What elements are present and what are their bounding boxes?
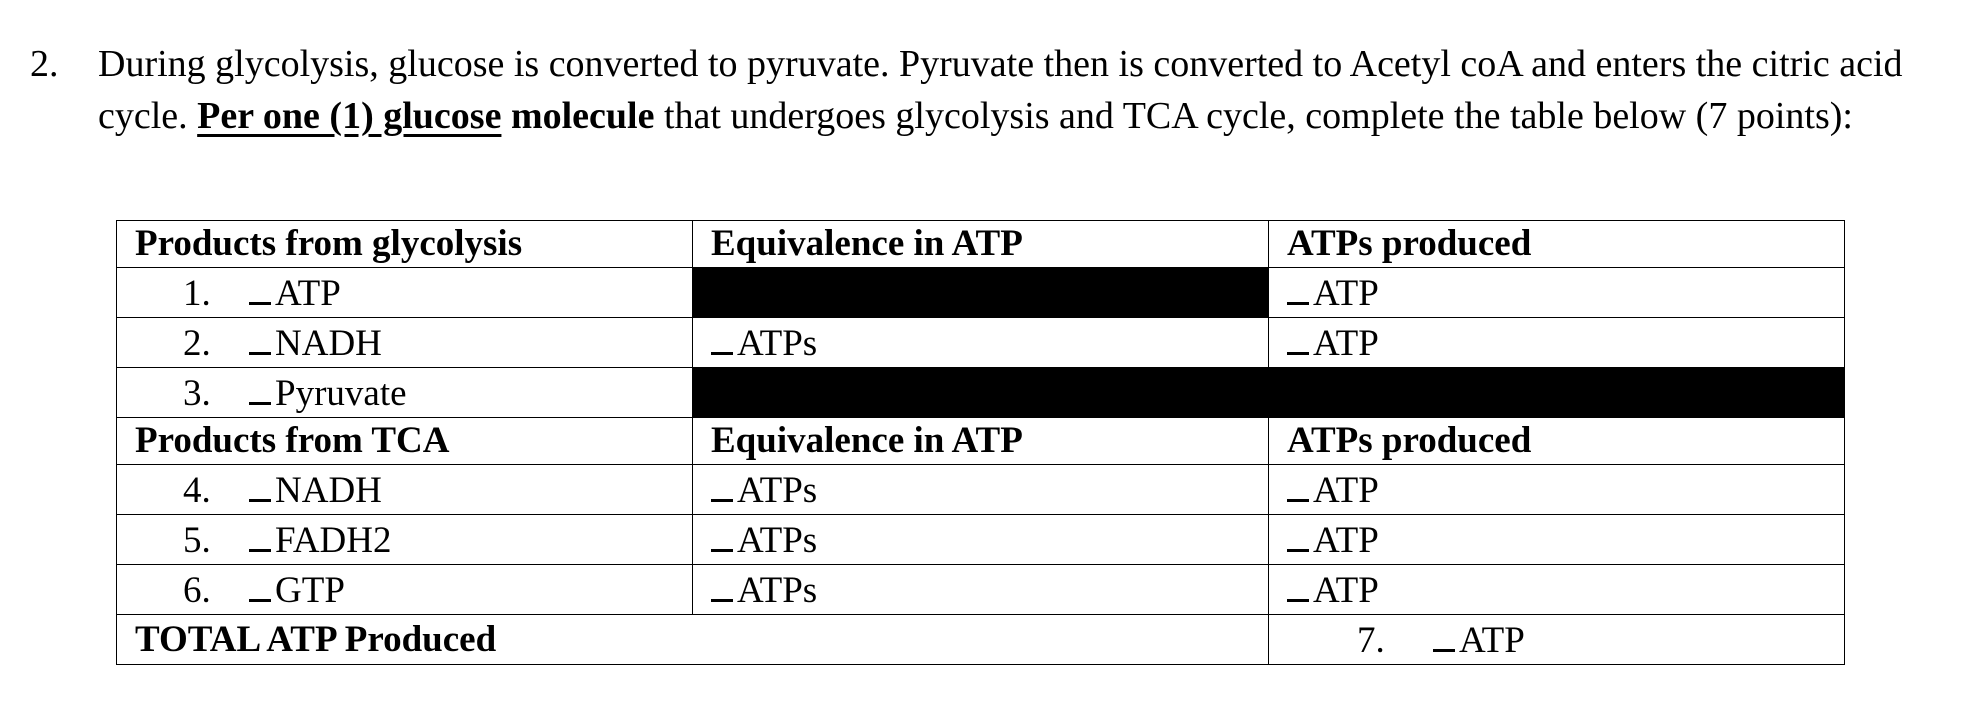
- table-row: [117, 368, 1845, 418]
- question-number: 2.: [30, 43, 59, 85]
- produced-unit: ATP: [1313, 273, 1379, 314]
- header-atps-produced: ATPs produced: [1269, 418, 1845, 465]
- answer-blank[interactable]: [249, 268, 271, 305]
- product-cell: [117, 465, 693, 515]
- answer-blank[interactable]: [249, 565, 271, 602]
- item-number: 4.: [183, 470, 211, 511]
- equivalence-unit: ATPs: [737, 520, 818, 561]
- produced-cell: [1269, 318, 1845, 368]
- answer-blank[interactable]: [711, 465, 733, 502]
- product-name: FADH2: [275, 520, 392, 561]
- answer-blank[interactable]: [1287, 565, 1309, 602]
- total-unit: ATP: [1459, 620, 1525, 661]
- equivalence-unit: ATPs: [737, 470, 818, 511]
- header-products-tca: Products from TCA: [117, 418, 693, 465]
- table-row: [117, 465, 1845, 515]
- item-number: 1.: [183, 273, 211, 314]
- total-row: [117, 615, 1845, 665]
- product-name: GTP: [275, 570, 345, 611]
- question-emphasis-underlined: Per one (1) glucose: [197, 95, 502, 137]
- product-name: NADH: [275, 470, 382, 511]
- equivalence-cell: [693, 465, 1269, 515]
- item-number: 3.: [183, 373, 211, 414]
- produced-cell: [1269, 515, 1845, 565]
- item-number: 6.: [183, 570, 211, 611]
- answer-blank[interactable]: [249, 465, 271, 502]
- atp-table: [116, 220, 1845, 665]
- produced-unit: ATP: [1313, 470, 1379, 511]
- equivalence-unit: ATPs: [737, 323, 818, 364]
- answer-blank[interactable]: [249, 515, 271, 552]
- answer-blank[interactable]: [1287, 268, 1309, 305]
- header-equivalence: Equivalence in ATP: [693, 221, 1269, 268]
- header-atps-produced: ATPs produced: [1269, 221, 1845, 268]
- total-cell: [1269, 615, 1845, 665]
- redacted-cell: [693, 368, 1269, 418]
- redacted-cell: [1269, 368, 1845, 418]
- product-cell: [117, 565, 693, 615]
- produced-unit: ATP: [1313, 323, 1379, 364]
- item-number: 5.: [183, 520, 211, 561]
- produced-unit: ATP: [1313, 520, 1379, 561]
- answer-blank[interactable]: [1287, 465, 1309, 502]
- produced-cell: [1269, 465, 1845, 515]
- produced-cell: [1269, 565, 1845, 615]
- product-cell: [117, 515, 693, 565]
- table-row: [117, 268, 1845, 318]
- equivalence-cell: [693, 318, 1269, 368]
- header-equivalence: Equivalence in ATP: [693, 418, 1269, 465]
- product-cell: [117, 368, 693, 418]
- answer-blank[interactable]: [249, 368, 271, 405]
- equivalence-cell: [693, 565, 1269, 615]
- product-cell: [117, 318, 693, 368]
- produced-unit: ATP: [1313, 570, 1379, 611]
- produced-cell: [1269, 268, 1845, 318]
- product-name: ATP: [275, 273, 341, 314]
- question-rest: that undergoes glycolysis and TCA cycle, complete the table below (7 points):: [654, 95, 1853, 137]
- product-name: Pyruvate: [275, 373, 407, 414]
- answer-blank[interactable]: [1287, 515, 1309, 552]
- answer-blank[interactable]: [711, 318, 733, 355]
- item-number: 7.: [1357, 620, 1385, 661]
- product-cell: [117, 268, 693, 318]
- question-intro: During glycolysis, glucose is converted to pyruvate. Pyruvate then is converted to Acetyl coA and enters the citric acid cycle.: [98, 43, 1903, 137]
- table-row: [117, 515, 1845, 565]
- question-emphasis-bold: molecule: [501, 95, 655, 137]
- header-products-glycolysis: Products from glycolysis: [117, 221, 693, 268]
- item-number: 2.: [183, 323, 211, 364]
- glycolysis-header-row: [117, 221, 1845, 268]
- question-text: [98, 38, 1950, 142]
- table-row: [117, 565, 1845, 615]
- table-row: [117, 318, 1845, 368]
- tca-header-row: [117, 418, 1845, 465]
- redacted-cell: [693, 268, 1269, 318]
- equivalence-unit: ATPs: [737, 570, 818, 611]
- answer-blank[interactable]: [711, 515, 733, 552]
- equivalence-cell: [693, 515, 1269, 565]
- total-label: TOTAL ATP Produced: [117, 615, 1269, 665]
- answer-blank[interactable]: [711, 565, 733, 602]
- product-name: NADH: [275, 323, 382, 364]
- question-block: [30, 38, 1950, 142]
- answer-blank[interactable]: [1433, 615, 1455, 652]
- answer-blank[interactable]: [1287, 318, 1309, 355]
- answer-blank[interactable]: [249, 318, 271, 355]
